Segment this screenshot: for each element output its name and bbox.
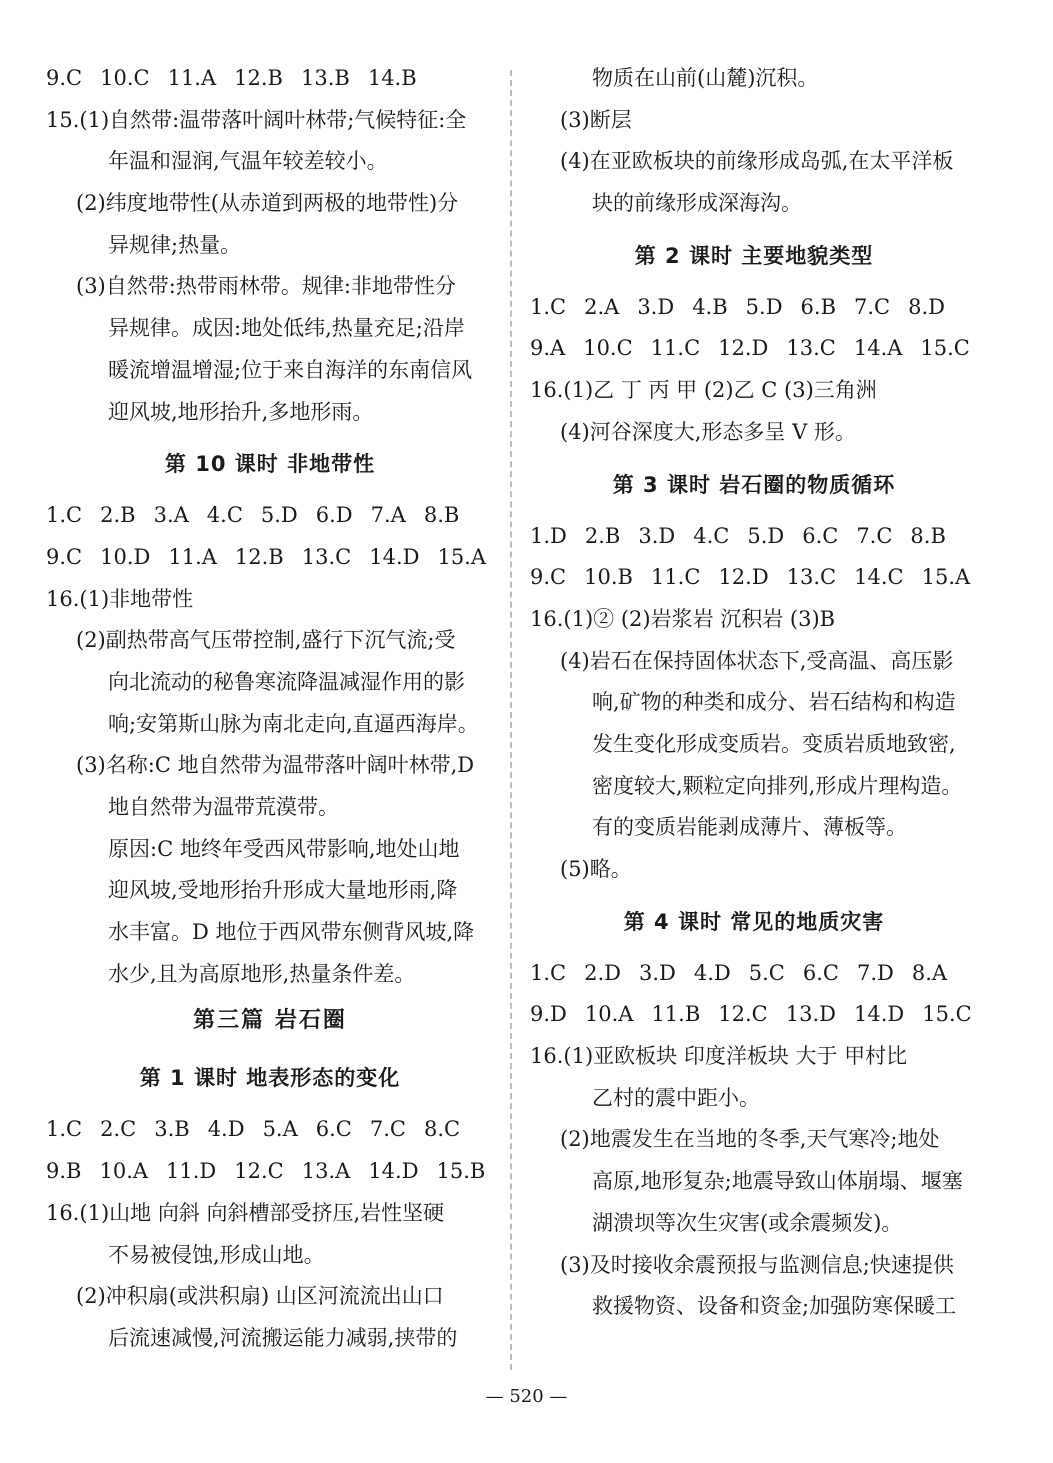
answer-row <box>530 557 978 599</box>
answer-item: 5.A <box>262 1117 298 1142</box>
answer-item: 15.C <box>922 1002 972 1027</box>
answer-item: 12.D <box>718 565 769 590</box>
answer-item: 9.C <box>46 544 83 569</box>
answer-text-line: (3)名称:C 地自然带为温带落叶阔叶林带,D <box>76 753 475 778</box>
answer-item: 14.D <box>853 1002 905 1027</box>
answer-text-line: 物质在山前(山麓)沉积。 <box>592 66 819 90</box>
answer-item: 6.D <box>315 503 353 528</box>
answer-row <box>46 537 494 579</box>
answer-item: 2.B <box>584 523 621 548</box>
answer-text-line: 暖流增温增湿;位于来自海洋的东南信风 <box>108 357 473 382</box>
answer-text-line: 有的变质岩能剥成薄片、薄板等。 <box>592 815 907 840</box>
answer-text-line: 响;安第斯山脉为南北走向,直逼西海岸。 <box>108 711 479 736</box>
answer-item: 5.C <box>748 960 785 985</box>
question-line: 16.(1)乙 丁 丙 甲 (2)乙 C (3)三角洲 <box>530 378 877 403</box>
answer-item: 3.D <box>638 960 676 985</box>
answer-item: 2.C <box>100 1117 137 1142</box>
answer-item: 7.C <box>856 523 893 548</box>
answer-row <box>530 516 978 558</box>
answer-item: 11.B <box>651 1002 701 1027</box>
answer-item: 3.B <box>154 1117 190 1142</box>
answer-item: 1.C <box>46 503 83 528</box>
answer-text-line: 原因:C 地终年受西风带影响,地处山地 <box>108 836 460 861</box>
answer-item: 5.D <box>260 503 298 528</box>
section-heading: 第 1 课时 地表形态的变化 <box>139 1066 401 1091</box>
answer-item: 2.D <box>584 960 621 985</box>
answer-item: 8.B <box>423 503 460 528</box>
answer-item: 9.C <box>46 66 83 90</box>
answer-item: 7.C <box>854 294 891 319</box>
question-line: 16.(1)非地带性 <box>46 586 194 611</box>
question-line: 16.(1)山地 向斜 向斜槽部受挤压,岩性坚硬 <box>46 1200 445 1225</box>
answer-item: 14.A <box>853 336 903 361</box>
answer-row <box>46 1109 494 1151</box>
answer-text-line: (2)地震发生在当地的冬季,天气寒冷;地处 <box>560 1127 940 1152</box>
answer-item: 11.A <box>167 66 217 90</box>
answer-item: 4.D <box>207 1117 245 1142</box>
answer-item: 2.B <box>100 503 136 528</box>
section-heading: 第 2 课时 主要地貌类型 <box>634 243 874 268</box>
answer-row <box>530 994 978 1036</box>
answer-item: 11.A <box>168 544 217 569</box>
answer-item: 11.C <box>650 565 701 590</box>
answer-item: 12.C <box>718 1002 768 1027</box>
answer-text-line: 乙村的震中距小。 <box>592 1085 760 1110</box>
answer-text-line: (3)断层 <box>560 107 632 132</box>
answer-item: 6.C <box>802 960 839 985</box>
answer-item: 12.B <box>234 66 283 90</box>
answer-item: 1.D <box>530 523 567 548</box>
answer-item: 13.D <box>785 1002 836 1027</box>
answer-item: 9.B <box>46 1159 82 1184</box>
right-column <box>530 58 978 1328</box>
answer-item: 6.C <box>802 523 839 548</box>
answer-item: 10.A <box>584 1002 634 1027</box>
answer-text-line: 发生变化形成变质岩。变质岩质地致密, <box>592 731 956 756</box>
answer-item: 8.B <box>910 523 946 548</box>
answer-item: 10.D <box>100 544 151 569</box>
answer-item: 14.D <box>368 1159 419 1184</box>
answer-text-line: (4)岩石在保持固体状态下,受高温、高压影 <box>560 648 954 673</box>
answer-item: 5.D <box>747 523 785 548</box>
answer-text-line: 救援物资、设备和资金;加强防寒保暖工 <box>592 1294 957 1319</box>
answer-item: 3.D <box>637 294 675 319</box>
answer-text-line: 异规律;热量。 <box>108 232 242 257</box>
answer-item: 12.C <box>234 1159 284 1184</box>
answer-text-line: 高原,地形复杂;地震导致山体崩塌、堰塞 <box>592 1169 963 1194</box>
answer-item: 3.D <box>638 523 676 548</box>
page-number: — 520 — <box>485 1386 568 1407</box>
answer-item: 4.B <box>692 294 728 319</box>
answer-row <box>530 328 978 370</box>
answer-row <box>530 953 978 995</box>
answer-item: 12.D <box>718 336 769 361</box>
answer-text-line: (4)在亚欧板块的前缘形成岛弧,在太平洋板 <box>560 149 954 174</box>
answer-row <box>46 1151 494 1193</box>
answer-item: 13.C <box>301 544 352 569</box>
answer-item: 10.C <box>583 336 633 361</box>
answer-item: 14.B <box>367 66 417 90</box>
answer-item: 2.A <box>584 294 620 319</box>
answer-item: 4.C <box>693 523 730 548</box>
answer-item: 11.D <box>166 1159 217 1184</box>
section-heading: 第 10 课时 非地带性 <box>164 452 376 477</box>
answer-item: 6.C <box>315 1117 352 1142</box>
answer-text-line: 不易被侵蚀,形成山地。 <box>108 1242 325 1267</box>
answer-item: 5.D <box>745 294 783 319</box>
answer-item: 7.D <box>856 960 894 985</box>
answer-text-line: (3)自然带:热带雨林带。规律:非地带性分 <box>76 274 456 299</box>
answer-item: 8.A <box>911 960 948 985</box>
answer-item: 7.C <box>369 1117 406 1142</box>
answer-row <box>46 495 494 537</box>
answer-item: 1.C <box>46 1117 83 1142</box>
answer-item: 10.C <box>100 66 150 90</box>
answer-text-line: 迎风坡,受地形抬升形成大量地形雨,降 <box>108 878 458 903</box>
answer-text-line: (3)及时接收余震预报与监测信息;快速提供 <box>560 1252 954 1277</box>
answer-text-line: 异规律。成因:地处低纬,热量充足;沿岸 <box>108 316 465 341</box>
answer-text-line: 块的前缘形成深海沟。 <box>592 191 802 216</box>
answer-item: 15.C <box>920 336 970 361</box>
answer-item: 15.B <box>436 1159 486 1184</box>
answer-item: 1.C <box>530 294 567 319</box>
answer-item: 14.C <box>854 565 904 590</box>
answer-text-line: 向北流动的秘鲁寒流降温减湿作用的影 <box>108 669 465 694</box>
answer-item: 13.A <box>301 1159 351 1184</box>
answer-item: 8.C <box>423 1117 461 1142</box>
answer-item: 10.B <box>584 565 633 590</box>
answer-item: 11.C <box>650 336 701 361</box>
answer-row <box>46 58 494 100</box>
answer-row <box>530 287 978 329</box>
question-line: 16.(1)② (2)岩浆岩 沉积岩 (3)B <box>530 606 836 631</box>
question-line: 16.(1)亚欧板块 印度洋板块 大于 甲村比 <box>530 1044 908 1069</box>
answer-item: 13.C <box>786 336 836 361</box>
answer-text-line: 后流速减慢,河流搬运能力减弱,挟带的 <box>108 1325 458 1350</box>
part-heading: 第三篇 岩石圈 <box>193 1008 347 1034</box>
answer-text-line: (2)副热带高气压带控制,盛行下沉气流;受 <box>76 628 456 653</box>
answer-item: 14.D <box>369 544 420 569</box>
answer-item: 1.C <box>530 960 567 985</box>
answer-item: 8.D <box>908 294 945 319</box>
column-divider <box>510 70 512 1370</box>
answer-item: 4.D <box>693 960 731 985</box>
question-line: 15.(1)自然带:温带落叶阔叶林带;气候特征:全 <box>46 107 467 132</box>
answer-text-line: 密度较大,颗粒定向排列,形成片理构造。 <box>592 773 963 798</box>
answer-item: 9.C <box>530 565 567 590</box>
section-heading: 第 3 课时 岩石圈的物质循环 <box>612 472 896 497</box>
answer-text-line: 年温和湿润,气温年较差较小。 <box>108 149 388 174</box>
answer-text-line: (5)略。 <box>560 857 632 881</box>
answer-text-line: 迎风坡,地形抬升,多地形雨。 <box>108 399 374 424</box>
answer-item: 4.C <box>206 503 243 528</box>
answer-text-line: 湖溃坝等次生灾害(或余震频发)。 <box>592 1210 903 1235</box>
answer-item: 6.B <box>800 294 836 319</box>
answer-item: 15.A <box>437 544 487 569</box>
answer-item: 3.A <box>153 503 189 528</box>
answer-item: 15.A <box>921 565 971 590</box>
left-column <box>46 58 494 1360</box>
answer-text-line: 响,矿物的种类和成分、岩石结构和构造 <box>592 690 956 715</box>
answer-item: 9.D <box>530 1002 567 1027</box>
answer-text-line: 水丰富。D 地位于西风带东侧背风坡,降 <box>108 920 475 945</box>
answer-item: 13.C <box>786 565 837 590</box>
answer-item: 13.B <box>300 66 350 90</box>
answer-text-line: (4)河谷深度大,形态多呈 V 形。 <box>560 419 856 444</box>
answer-text-line: (2)冲积扇(或洪积扇) 山区河流流出山口 <box>76 1284 444 1309</box>
answer-text-line: (2)纬度地带性(从赤道到两极的地带性)分 <box>76 191 459 216</box>
answer-item: 9.A <box>530 336 566 361</box>
answer-item: 12.B <box>234 544 284 569</box>
answer-item: 7.A <box>370 503 406 528</box>
answer-item: 10.A <box>99 1159 149 1184</box>
section-heading: 第 4 课时 常见的地质灾害 <box>623 909 885 934</box>
answer-text-line: 地自然带为温带荒漠带。 <box>108 795 339 819</box>
answer-text-line: 水少,且为高原地形,热量条件差。 <box>108 961 416 986</box>
